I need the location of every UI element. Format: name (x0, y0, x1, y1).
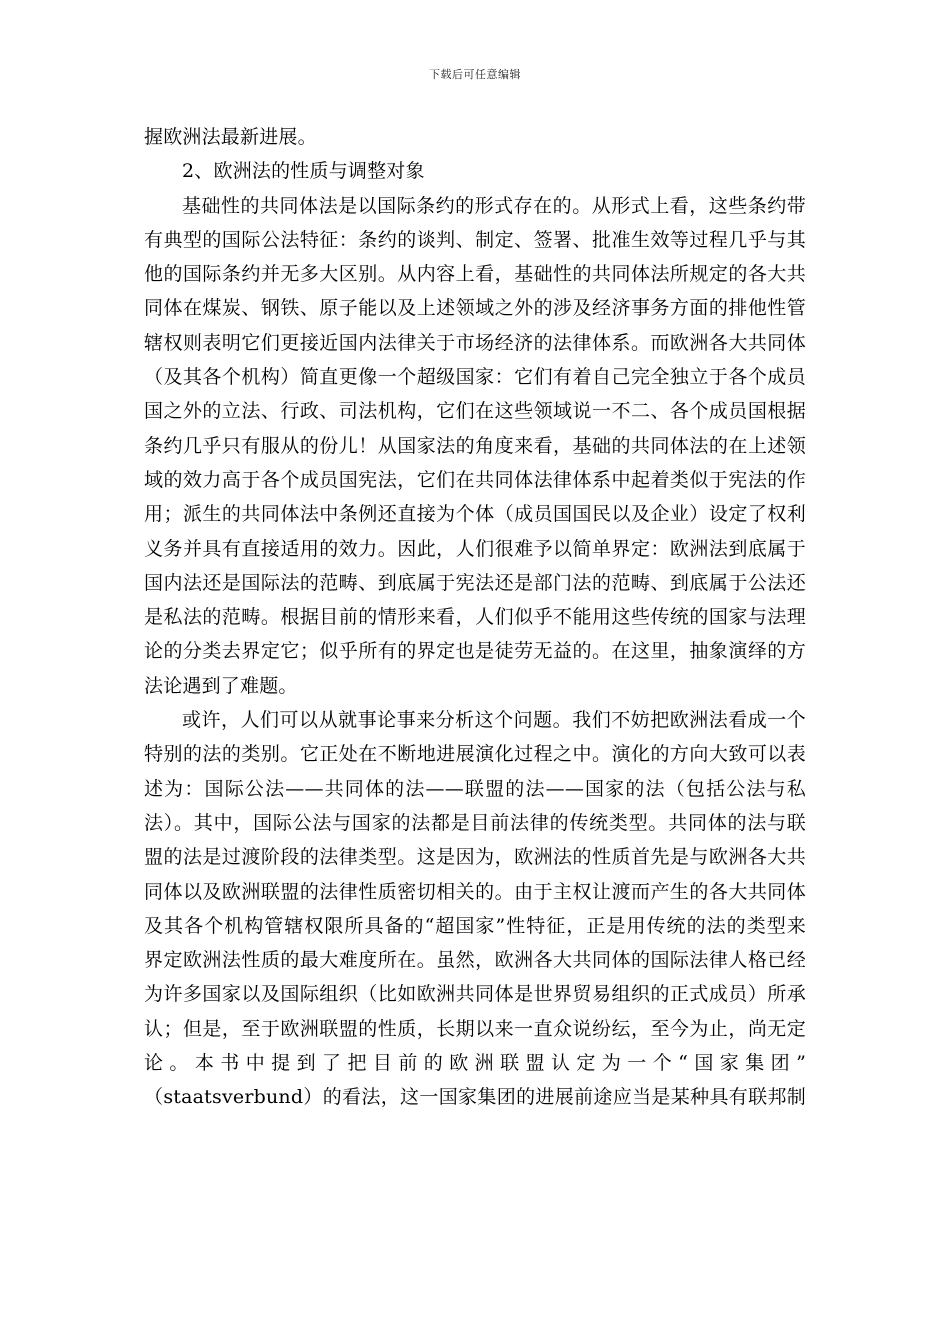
text-line: 基础性的共同体法是以国际条约的形式存在的。从形式上看，这些条约带 (182, 194, 806, 217)
text-line: 界定欧洲法性质的最大难度所在。虽然，欧洲各大共同体的国际法律人格已经 (144, 949, 806, 972)
text-line: 2、欧洲法的性质与调整对象 (182, 160, 425, 183)
text-line: 辖权则表明它们更接近国内法律关于市场经济的法律体系。而欧洲各大共同体 (144, 331, 806, 354)
text-line: 或许，人们可以从就事论事来分析这个问题。我们不妨把欧洲法看成一个 (182, 709, 806, 732)
text-line: 用；派生的共同体法中条例还直接为个体（成员国国民以及企业）设定了权利 (144, 503, 806, 526)
text-line: （及其各个机构）简直更像一个超级国家：它们有着自己完全独立于各个成员 (144, 366, 806, 389)
text-line: 是私法的范畴。根据目前的情形来看，人们似乎不能用这些传统的国家与法理 (144, 606, 806, 629)
text-line: 述为：国际公法——共同体的法——联盟的法——国家的法（包括公法与私 (144, 777, 806, 800)
text-line: 法）。其中，国际公法与国家的法都是目前法律的传统类型。共同体的法与联 (144, 811, 806, 834)
text-line: 同体在煤炭、钢铁、原子能以及上述领域之外的涉及经济事务方面的排他性管 (144, 297, 806, 320)
text-line: 条约几乎只有服从的份儿！从国家法的角度来看，基础的共同体法的在上述领 (144, 434, 806, 457)
text-line: 国之外的立法、行政、司法机构，它们在这些领域说一不二、各个成员国根据 (144, 400, 806, 423)
text-line: 义务并具有直接适用的效力。因此，人们很难予以简单界定：欧洲法到底属于 (144, 537, 806, 560)
text-line: 及其各个机构管辖权限所具备的“超国家”性特征，正是用传统的法的类型来 (144, 914, 806, 937)
text-line: （staatsverbund）的看法，这一国家集团的进展前途应当是某种具有联邦制 (144, 1086, 806, 1109)
text-line: 域的效力高于各个成员国宪法，它们在共同体法律体系中起着类似于宪法的作 (144, 468, 806, 491)
text-line: 有典型的国际公法特征：条约的谈判、制定、签署、批准生效等过程几乎与其 (144, 228, 806, 251)
text-line: 握欧洲法最新进展。 (144, 126, 317, 148)
text-line: 盟的法是过渡阶段的法律类型。这是因为，欧洲法的性质首先是与欧洲各大共 (144, 846, 806, 869)
text-line: 他的国际条约并无多大区别。从内容上看，基础性的共同体法所规定的各大共 (144, 263, 806, 286)
body-text (144, 120, 806, 1115)
text-line: 法论遇到了难题。 (144, 674, 298, 697)
page-header: 下载后可任意编辑 (429, 68, 521, 81)
text-line: 论。本书中提到了把目前的欧洲联盟认定为一个“国家集团” (144, 1052, 806, 1075)
text-line: 认；但是，至于欧洲联盟的性质，长期以来一直众说纷纭，至今为止，尚无定 (144, 1017, 806, 1040)
text-line: 特别的法的类别。它正处在不断地进展演化过程之中。演化的方向大致可以表 (144, 743, 806, 766)
text-line: 为许多国家以及国际组织（比如欧洲共同体是世界贸易组织的正式成员）所承 (144, 983, 806, 1006)
text-line: 国内法还是国际法的范畴、到底属于宪法还是部门法的范畴、到底属于公法还 (144, 571, 806, 594)
text-line: 论的分类去界定它；似乎所有的界定也是徒劳无益的。在这里，抽象演绎的方 (144, 640, 806, 663)
text-line: 同体以及欧洲联盟的法律性质密切相关的。由于主权让渡而产生的各大共同体 (144, 880, 806, 903)
